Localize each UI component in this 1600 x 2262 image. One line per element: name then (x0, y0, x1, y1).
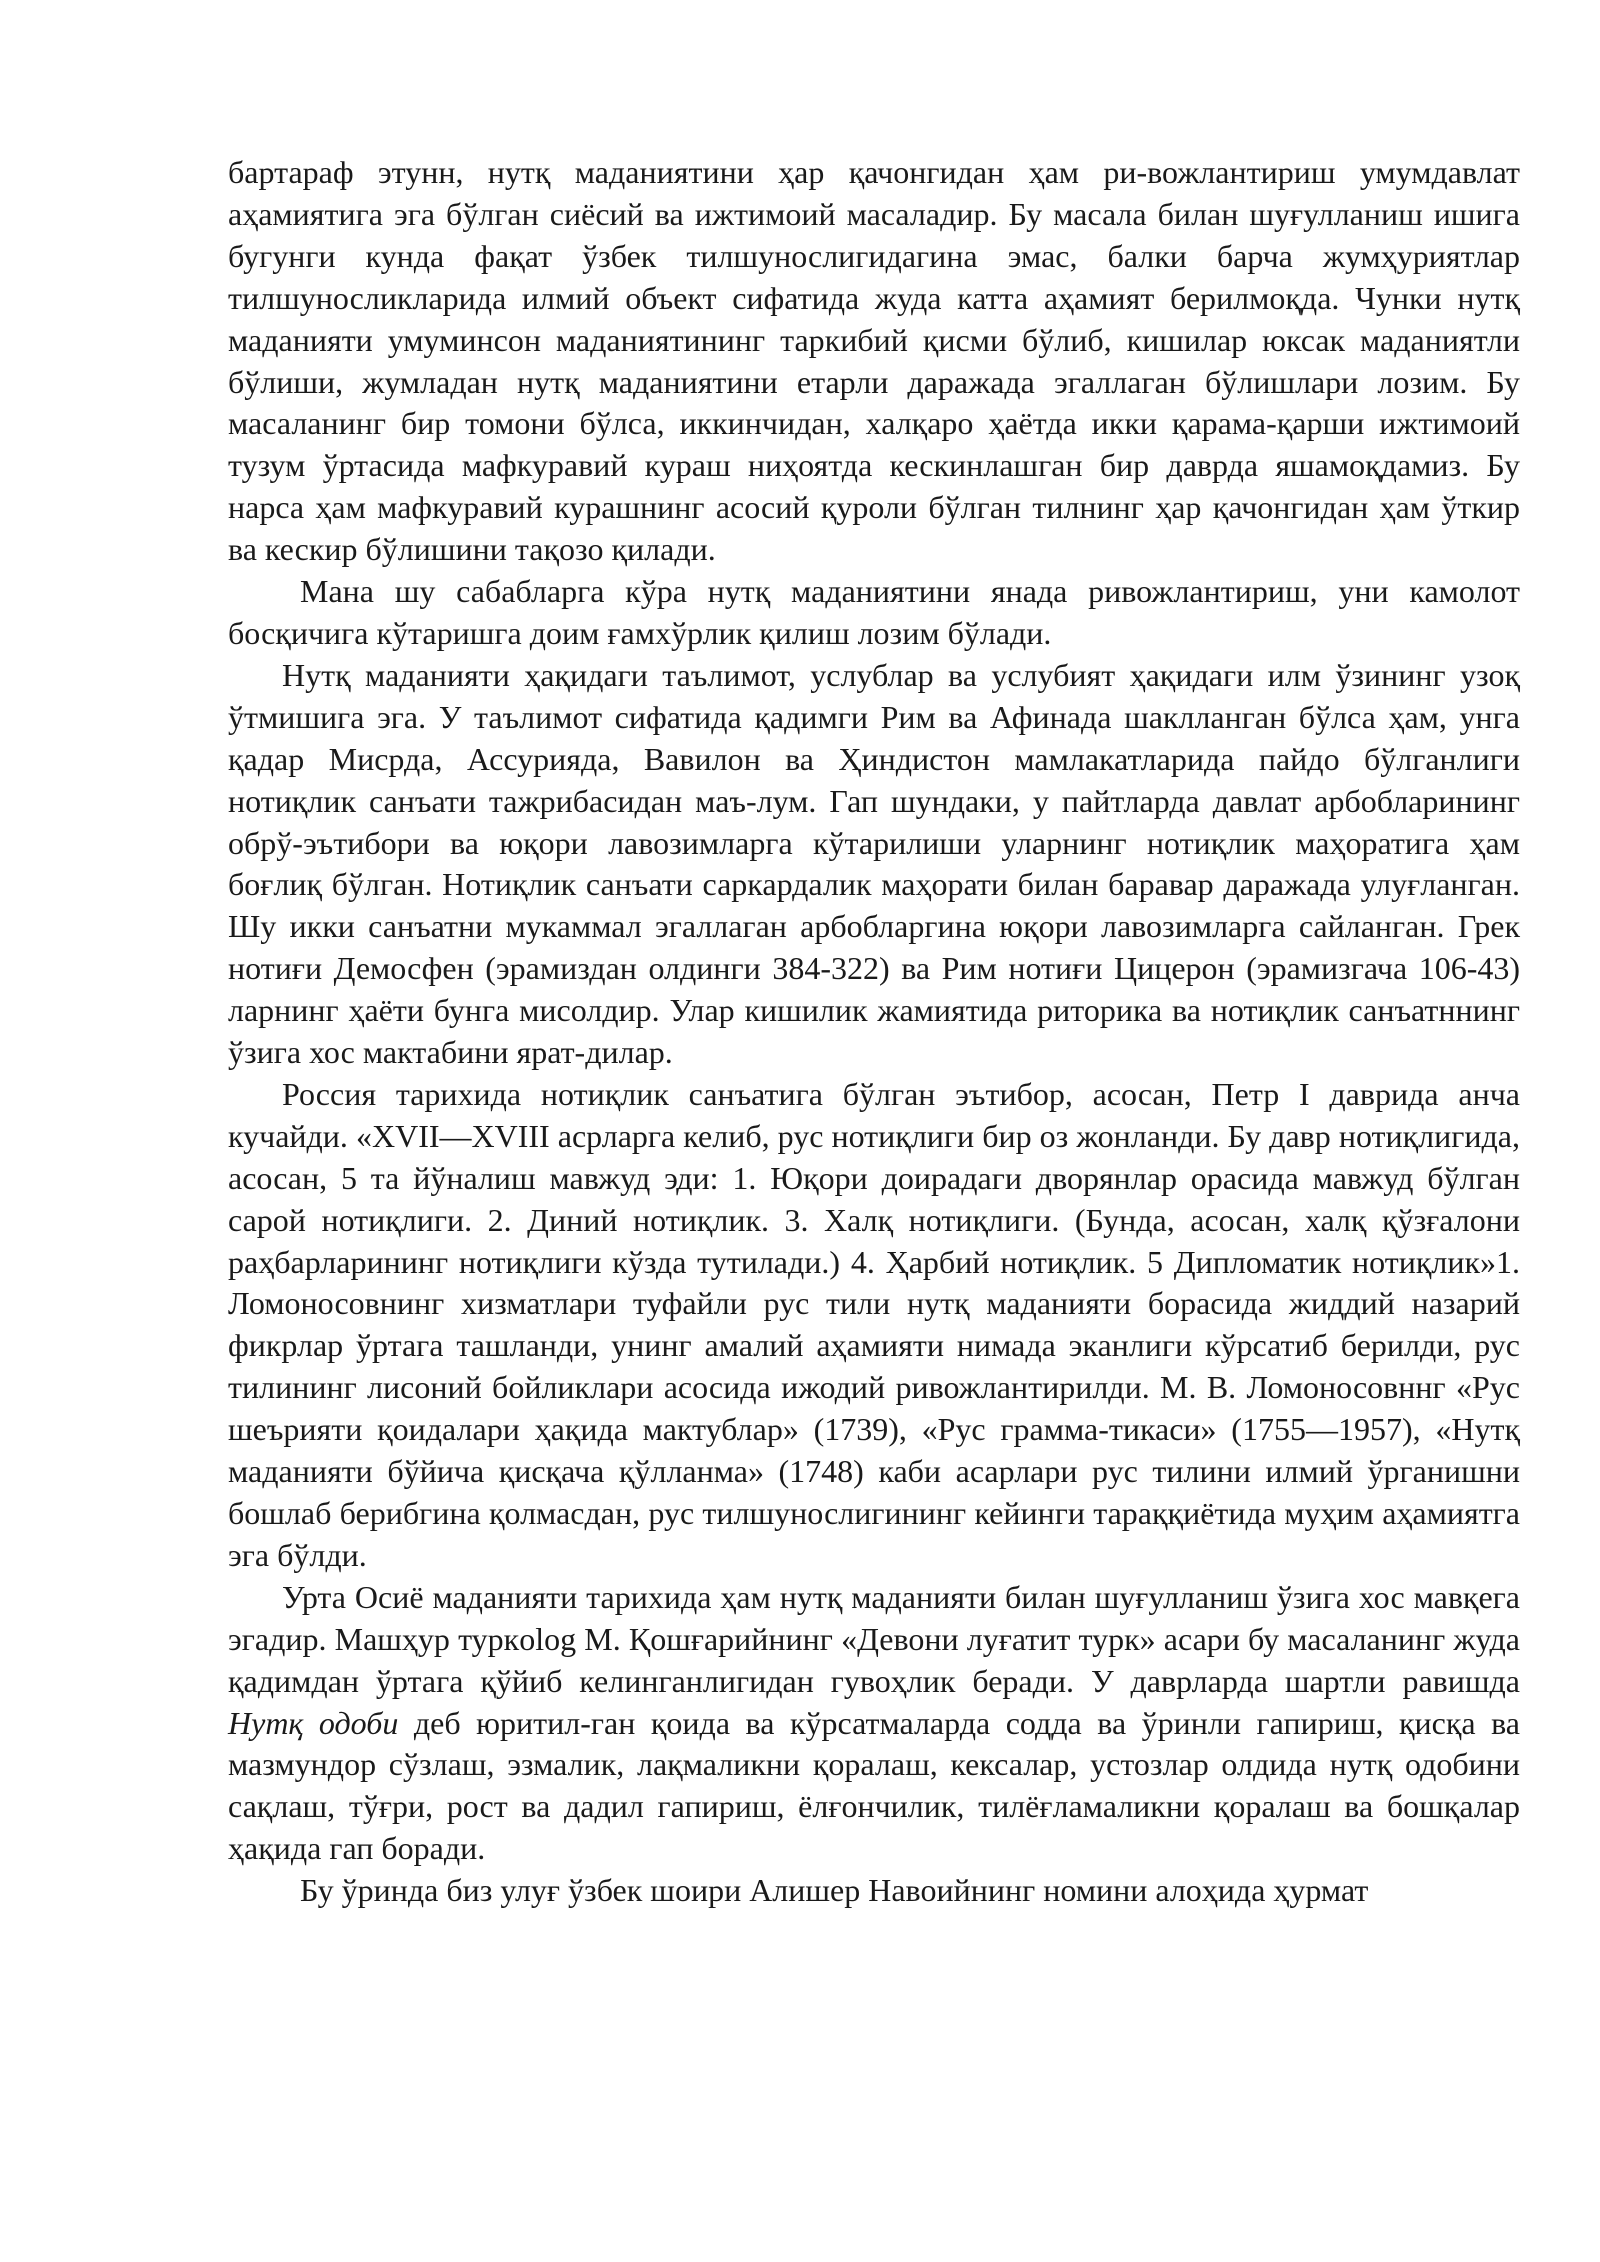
paragraph-5-text-after: деб юритил-ган қоида ва кўрсатмаларда содда ва ўринли гапириш, қисқа ва мазмундор сўзлаш, эзмалик, лақмаликни қоралаш, кексалар, устозлар олдида нутқ одобини сақлаш, тўғри, рост ва дадил гапириш, ёлғончилик, тилёғламаликни қоралаш ва бошқалар ҳақида гап боради. (228, 1704, 1521, 1867)
paragraph-4: Россия тарихида нотиқлик санъатига бўлган эътибор, асосан, Петр I даврида анча кучайди. «XVII—XVIII асрларга келиб, рус нотиқлиги бир оз жонланди. Бу давр нотиқлигида, асосан, 5 та йўналиш мавжуд эди: 1. Юқори доирадаги дворянлар орасида мавжуд бўлган сарой нотиқлиги. 2. Диний нотиқлик. 3. Халқ нотиқлиги. (Бунда, асосан, халқ қўзғалони раҳбарларининг нотиқлиги кўзда тутилади.) 4. Ҳарбий нотиқлик. 5 Дипломатик нотиқлик»1. Ломоносовнинг хизматлари туфайли рус тили нутқ маданияти борасида жиддий назарий фикрлар ўртага ташланди, унинг амалий аҳамияти нимада эканлиги кўрсатиб берилди, рус тилининг лисоний бойликлари асосида ижодий ривожлантирилди. М. В. Ломоносовннг «Рус шеърияти қоидалари ҳақида мактублар» (1739), «Рус грамма-тикаси» (1755—1957), «Нутқ маданияти бўйича қисқача қўлланма» (1748) каби асарлари рус тилини илмий ўрганишни бошлаб берибгина қолмасдан, рус тилшунослигининг кейинги тараққиётида муҳим аҳамиятга эга бўлди. (228, 1075, 1520, 1573)
paragraph-3: Нутқ маданияти ҳақидаги таълимот, услублар ва услубият ҳақидаги илм ўзининг узоқ ўтмишига эга. У таълимот сифатида қадимги Рим ва Афинада шаклланган бўлса ҳам, унга қадар Мисрда, Ассурияда, Вавилон ва Ҳиндистон мамлакатларида пайдо бўлганлиги нотиқлик санъати тажрибасидан маъ-лум. Гап шундаки, у пайтларда давлат арбобларининг обрў-эътибори ва юқори лавозимларга кўтарилиши уларнинг нотиқлик маҳоратига ҳам боғлиқ бўлган. Нотиқлик санъати саркардалик маҳорати билан баравар даражада улуғланган. Шу икки санъатни мукаммал эгаллаган арбобларгина юқори лавозимларга сайланган. Грек нотиғи Демосфен (эрамиздан олдинги 384-322) ва Рим нотиғи Цицерон (эрамизгача 106-43) ларнинг ҳаёти бунга мисолдир. Улар кишилик жамиятида риторика ва нотиқлик санъатннинг ўзига хос мактабини ярат-дилар. (228, 656, 1520, 1071)
paragraph-5 (228, 1577, 1520, 1870)
paragraph-1: бартараф этунн, нутқ маданиятини ҳар қачонгидан ҳам ри-вожлантириш умумдавлат аҳамиятига эга бўлган сиёсий ва ижтимоий масаладир. Бу масала билан шуғулланиш ишига бугунги кунда фақат ўзбек тилшунослигидагина эмас, балки барча жумҳуриятлар тилшуносликларида илмий объект сифатида жуда катта аҳамият берилмоқда. Чунки нутқ маданияти умуминсон маданиятининг таркибий қисми бўлиб, кишилар юксак маданиятли бўлиши, жумладан нутқ маданиятини етарли даражада эгаллаган бўлишлари лозим. Бу масаланинг бир томони бўлса, иккинчидан, халқаро ҳаётда икки қарама-қарши ижтимоий тузум ўртасида мафкуравий кураш ниҳоятда кескинлашган бир даврда яшамоқдамиз. Бу нарса ҳам мафкуравий курашнинг асосий қуроли бўлган тилнинг ҳар қачонгидан ҳам ўткир ва кескир бўлишини тақозо қилади. (228, 154, 1520, 568)
paragraph-5-italic-term: Нутқ одоби (228, 1704, 399, 1741)
paragraph-6: Бу ўринда биз улуғ ўзбек шоири Алишер Навоийнинг номини алоҳида ҳурмат (300, 1872, 1369, 1909)
paragraph-5-text-before: Урта Осиё маданияти тарихида ҳам нутқ маданияти билан шуғулланиш ўзига хос мавқега эгадир. Машҳур туркolog М. Қошғарийнинг «Девони луғатит турк» асари бу масаланинг жуда қадимдан ўртага қўйиб келинганлигидан гувоҳлик беради. У даврларда шартли равишда (228, 1578, 1520, 1699)
document-page (228, 152, 1520, 1912)
paragraph-2: Мана шу сабабларга кўра нутқ маданиятини янада ривожлантириш, уни камолот босқичига кўтаришга доим ғамхўрлик қилиш лозим бўлади. (228, 573, 1520, 651)
